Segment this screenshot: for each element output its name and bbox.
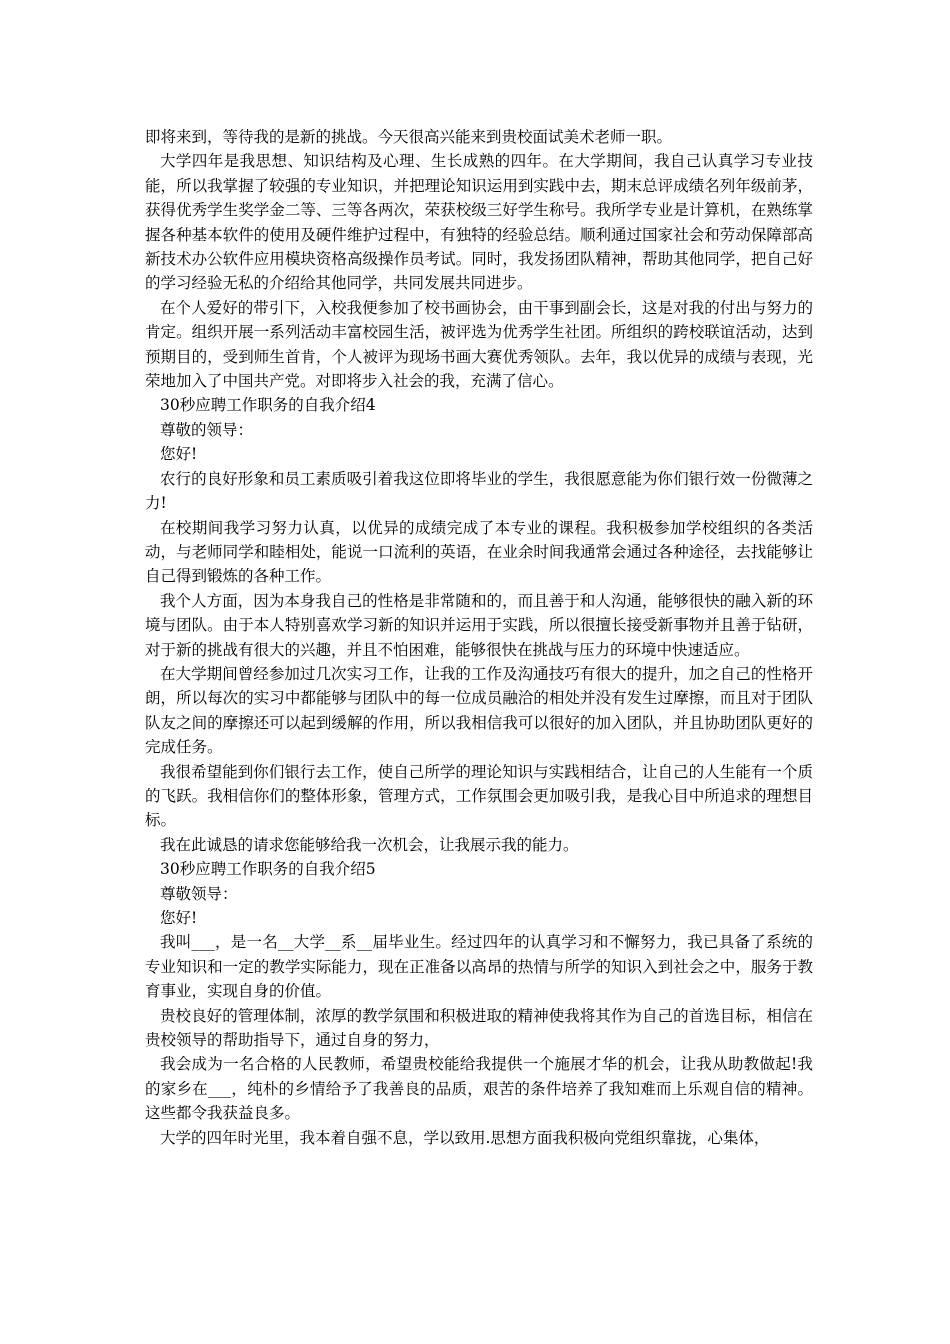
paragraph: 在校期间我学习努力认真，以优异的成绩完成了本专业的课程。我积极参加学校组织的各类活动，与老师同学和睦相处，能说一口流利的英语，在业余时间我通常会通过各种途径，去找能够让自己得到锻炼的各种工作。 bbox=[145, 518, 813, 586]
paragraph: 我在此诚恳的请求您能够给我一次机会，让我展示我的能力。 bbox=[160, 835, 579, 854]
paragraph: 大学的四年时光里，我本着自强不息，学以致用.思想方面我积极向党组织靠拢，心集体， bbox=[160, 1128, 770, 1147]
section-heading: 30秒应聘工作职务的自我介绍5 bbox=[160, 860, 376, 879]
greeting: 您好! bbox=[160, 445, 198, 464]
salutation: 尊敬的领导： bbox=[160, 420, 254, 439]
paragraph: 贵校良好的管理体制，浓厚的教学氛围和积极进取的精神使我将其作为自己的首选目标，相信在贵校领导的帮助指导下，通过自身的努力， bbox=[145, 1006, 813, 1050]
paragraph: 在个人爱好的带引下，入校我便参加了校书画协会，由干事到副会长，这是对我的付出与努力的肯定。组织开展一系列活动丰富校园生活，被评选为优秀学生社团。所组织的跨校联谊活动，达到预期目的，受到师生首肯，个人被评为现场书画大赛优秀领队。去年，我以优异的成绩与表现，光荣地加入了中国共产党。对即将步入社会的我，充满了信心。 bbox=[145, 298, 813, 391]
paragraph: 即将来到，等待我的是新的挑战。今天很高兴能来到贵校面试美术老师一职。 bbox=[145, 128, 673, 146]
paragraph: 大学四年是我思想、知识结构及心理、生长成熟的四年。在大学期间，我自己认真学习专业技能，所以我掌握了较强的专业知识，并把理论知识运用到实践中去，期末总评成绩名列年级前茅，获得优秀学生奖学金二等、三等各两次，荣获校级三好学生称号。我所学专业是计算机，在熟练掌握各种基本软件的使用及硬件维护过程中，有独特的经验总结。顺利通过国家社会和劳动保障部高新技术办公软件应用模块资格高级操作员考试。同时，我发扬团队精神，帮助其他同学，把自己好的学习经验无私的介绍给其他同学，共同发展共同进步。 bbox=[145, 152, 813, 293]
greeting: 您好! bbox=[160, 909, 198, 927]
paragraph: 农行的良好形象和员工素质吸引着我这位即将毕业的学生，我很愿意能为你们银行效一份微薄之力! bbox=[145, 469, 813, 513]
paragraph: 我很希望能到你们银行去工作，使自己所学的理论知识与实践相结合，让自己的人生能有一个质的飞跃。我相信你们的整体形象，管理方式，工作氛围会更加吸引我，是我心目中所追求的理想目标。 bbox=[145, 762, 813, 830]
document-body bbox=[145, 125, 813, 1150]
paragraph: 在大学期间曾经参加过几次实习工作，让我的工作及沟通技巧有很大的提升，加之自己的性格开朗，所以每次的实习中都能够与团队中的每一位成员融洽的相处并没有发生过摩擦，而且对于团队队友之间的摩擦还可以起到缓解的作用，所以我相信我可以很好的加入团队，并且协助团队更好的完成任务。 bbox=[145, 664, 813, 757]
paragraph: 我叫___，是一名__大学__系__届毕业生。经过四年的认真学习和不懈努力，我已具备了系统的专业知识和一定的教学实际能力，现在正准备以高昂的热情与所学的知识入到社会之中，服务于教育事业，实现自身的价值。 bbox=[145, 933, 813, 1001]
paragraph: 我会成为一名合格的人民教师，希望贵校能给我提供一个施展才华的机会，让我从助教做起!我的家乡在___，纯朴的乡情给予了我善良的品质，艰苦的条件培养了我知难而上乐观自信的精神。这些都令我获益良多。 bbox=[145, 1055, 813, 1123]
paragraph: 我个人方面，因为本身我自己的性格是非常随和的，而且善于和人沟通，能够很快的融入新的环境与团队。由于本人特别喜欢学习新的知识并运用于实践，所以很擅长接受新事物并且善于钻研，对于新的挑战有很大的兴趣，并且不怕困难，能够很快在挑战与压力的环境中快速适应。 bbox=[145, 591, 813, 659]
section-heading: 30秒应聘工作职务的自我介绍4 bbox=[160, 396, 376, 415]
salutation: 尊敬领导： bbox=[160, 884, 238, 903]
